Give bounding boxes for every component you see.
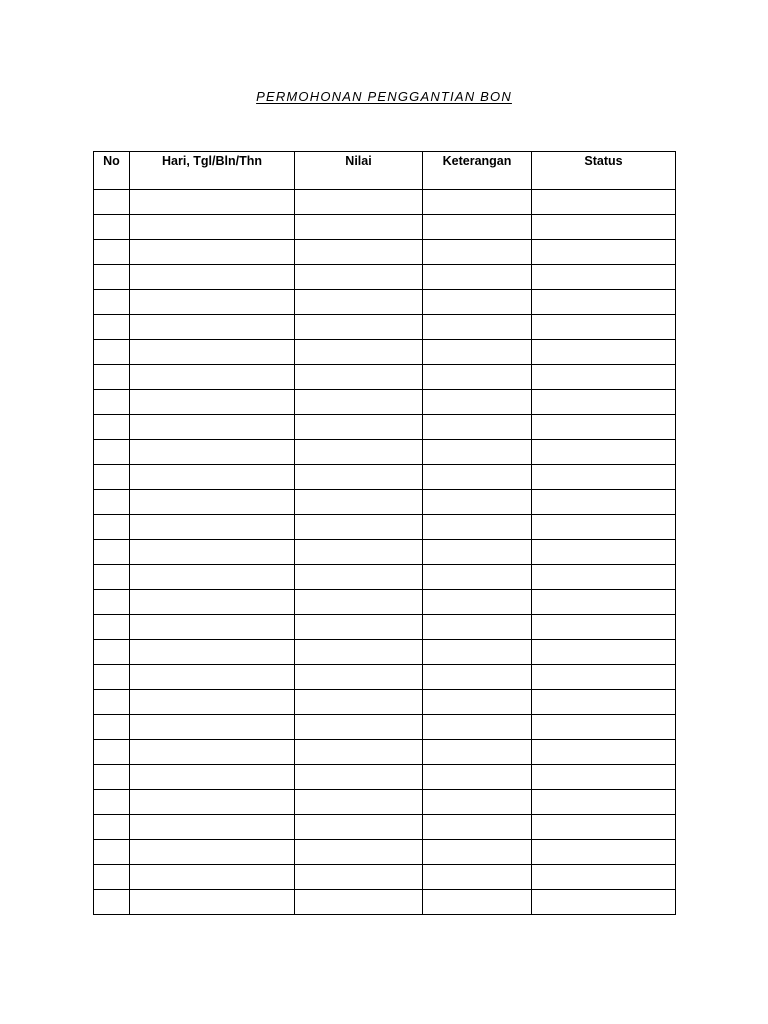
table-row [94, 215, 676, 240]
cell-date [130, 690, 295, 715]
cell-status [532, 590, 676, 615]
cell-date [130, 390, 295, 415]
cell-date [130, 515, 295, 540]
cell-status [532, 715, 676, 740]
cell-nilai [295, 315, 423, 340]
table-row [94, 415, 676, 440]
table-row [94, 465, 676, 490]
cell-status [532, 615, 676, 640]
table-row [94, 240, 676, 265]
cell-date [130, 365, 295, 390]
cell-keterangan [423, 540, 532, 565]
cell-date [130, 865, 295, 890]
cell-keterangan [423, 890, 532, 915]
cell-keterangan [423, 465, 532, 490]
cell-status [532, 515, 676, 540]
cell-date [130, 265, 295, 290]
cell-no [94, 890, 130, 915]
table-row [94, 490, 676, 515]
cell-no [94, 590, 130, 615]
cell-date [130, 315, 295, 340]
table-row [94, 815, 676, 840]
cell-no [94, 815, 130, 840]
cell-no [94, 215, 130, 240]
cell-no [94, 465, 130, 490]
table-row [94, 565, 676, 590]
cell-status [532, 790, 676, 815]
cell-status [532, 740, 676, 765]
cell-status [532, 465, 676, 490]
cell-nilai [295, 615, 423, 640]
cell-nilai [295, 790, 423, 815]
cell-nilai [295, 415, 423, 440]
cell-date [130, 415, 295, 440]
cell-keterangan [423, 415, 532, 440]
cell-keterangan [423, 490, 532, 515]
cell-keterangan [423, 865, 532, 890]
cell-no [94, 490, 130, 515]
cell-keterangan [423, 790, 532, 815]
header-status: Status [532, 152, 676, 190]
cell-keterangan [423, 515, 532, 540]
cell-no [94, 690, 130, 715]
cell-nilai [295, 515, 423, 540]
cell-no [94, 190, 130, 215]
cell-no [94, 790, 130, 815]
cell-date [130, 290, 295, 315]
cell-no [94, 615, 130, 640]
cell-status [532, 440, 676, 465]
cell-status [532, 540, 676, 565]
table-row [94, 615, 676, 640]
cell-no [94, 515, 130, 540]
cell-status [532, 290, 676, 315]
cell-date [130, 640, 295, 665]
bon-replacement-table [93, 151, 676, 915]
cell-keterangan [423, 815, 532, 840]
header-keterangan: Keterangan [423, 152, 532, 190]
cell-status [532, 840, 676, 865]
cell-status [532, 265, 676, 290]
cell-status [532, 340, 676, 365]
table-row [94, 315, 676, 340]
table-body [94, 190, 676, 915]
cell-status [532, 315, 676, 340]
table-row [94, 715, 676, 740]
cell-status [532, 865, 676, 890]
cell-keterangan [423, 215, 532, 240]
cell-status [532, 690, 676, 715]
cell-status [532, 890, 676, 915]
cell-keterangan [423, 365, 532, 390]
cell-keterangan [423, 715, 532, 740]
cell-date [130, 565, 295, 590]
cell-no [94, 865, 130, 890]
cell-no [94, 715, 130, 740]
cell-keterangan [423, 265, 532, 290]
cell-nilai [295, 265, 423, 290]
cell-nilai [295, 840, 423, 865]
cell-date [130, 790, 295, 815]
cell-keterangan [423, 740, 532, 765]
table-row [94, 865, 676, 890]
cell-nilai [295, 365, 423, 390]
table-row [94, 365, 676, 390]
cell-nilai [295, 815, 423, 840]
cell-keterangan [423, 440, 532, 465]
cell-keterangan [423, 665, 532, 690]
cell-nilai [295, 640, 423, 665]
cell-keterangan [423, 590, 532, 615]
cell-nilai [295, 190, 423, 215]
table-row [94, 890, 676, 915]
cell-keterangan [423, 240, 532, 265]
cell-nilai [295, 240, 423, 265]
cell-no [94, 240, 130, 265]
table-row [94, 590, 676, 615]
table-row [94, 440, 676, 465]
cell-nilai [295, 440, 423, 465]
cell-status [532, 765, 676, 790]
table-row [94, 265, 676, 290]
cell-no [94, 665, 130, 690]
cell-nilai [295, 465, 423, 490]
cell-no [94, 765, 130, 790]
cell-date [130, 190, 295, 215]
table-row [94, 540, 676, 565]
cell-no [94, 290, 130, 315]
cell-status [532, 565, 676, 590]
table-header-row [94, 152, 676, 190]
header-no: No [94, 152, 130, 190]
cell-no [94, 540, 130, 565]
cell-no [94, 340, 130, 365]
cell-status [532, 390, 676, 415]
cell-no [94, 565, 130, 590]
cell-keterangan [423, 840, 532, 865]
table-row [94, 390, 676, 415]
cell-nilai [295, 340, 423, 365]
cell-date [130, 815, 295, 840]
header-nilai: Nilai [295, 152, 423, 190]
cell-date [130, 665, 295, 690]
cell-keterangan [423, 640, 532, 665]
cell-date [130, 340, 295, 365]
cell-nilai [295, 865, 423, 890]
cell-keterangan [423, 615, 532, 640]
cell-nilai [295, 740, 423, 765]
cell-date [130, 740, 295, 765]
table-row [94, 190, 676, 215]
cell-status [532, 640, 676, 665]
cell-date [130, 440, 295, 465]
cell-status [532, 365, 676, 390]
cell-no [94, 740, 130, 765]
cell-nilai [295, 590, 423, 615]
cell-nilai [295, 765, 423, 790]
cell-nilai [295, 540, 423, 565]
cell-nilai [295, 890, 423, 915]
cell-keterangan [423, 565, 532, 590]
cell-nilai [295, 215, 423, 240]
table-row [94, 640, 676, 665]
cell-status [532, 240, 676, 265]
cell-date [130, 840, 295, 865]
cell-keterangan [423, 765, 532, 790]
cell-keterangan [423, 390, 532, 415]
cell-nilai [295, 690, 423, 715]
cell-keterangan [423, 190, 532, 215]
cell-nilai [295, 490, 423, 515]
table-row [94, 515, 676, 540]
cell-date [130, 890, 295, 915]
table-row [94, 290, 676, 315]
cell-status [532, 490, 676, 515]
cell-no [94, 640, 130, 665]
cell-date [130, 590, 295, 615]
cell-status [532, 190, 676, 215]
cell-nilai [295, 565, 423, 590]
cell-no [94, 315, 130, 340]
cell-keterangan [423, 340, 532, 365]
cell-keterangan [423, 315, 532, 340]
table-row [94, 840, 676, 865]
cell-date [130, 240, 295, 265]
table-row [94, 340, 676, 365]
document-title: PERMOHONAN PENGGANTIAN BON [256, 89, 512, 104]
table-row [94, 740, 676, 765]
cell-status [532, 665, 676, 690]
cell-date [130, 465, 295, 490]
cell-keterangan [423, 690, 532, 715]
table-row [94, 790, 676, 815]
cell-keterangan [423, 290, 532, 315]
cell-nilai [295, 290, 423, 315]
table-row [94, 690, 676, 715]
table-row [94, 765, 676, 790]
cell-no [94, 840, 130, 865]
cell-date [130, 540, 295, 565]
cell-no [94, 265, 130, 290]
cell-date [130, 715, 295, 740]
cell-no [94, 440, 130, 465]
cell-no [94, 365, 130, 390]
cell-no [94, 390, 130, 415]
cell-status [532, 815, 676, 840]
header-date: Hari, Tgl/Bln/Thn [130, 152, 295, 190]
cell-date [130, 490, 295, 515]
cell-nilai [295, 665, 423, 690]
cell-nilai [295, 390, 423, 415]
table-row [94, 665, 676, 690]
cell-date [130, 765, 295, 790]
cell-status [532, 215, 676, 240]
cell-no [94, 415, 130, 440]
cell-status [532, 415, 676, 440]
cell-date [130, 615, 295, 640]
cell-date [130, 215, 295, 240]
cell-nilai [295, 715, 423, 740]
